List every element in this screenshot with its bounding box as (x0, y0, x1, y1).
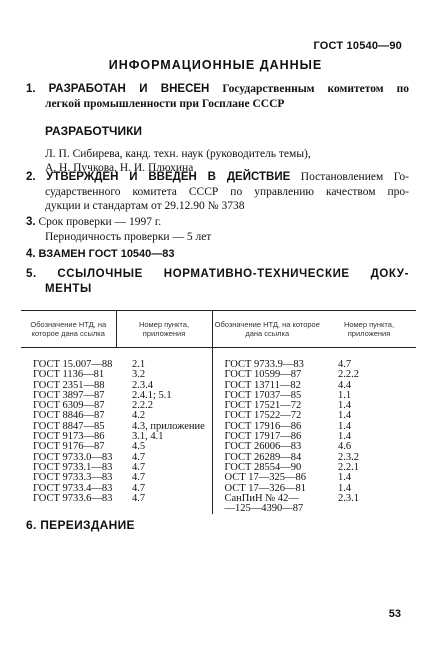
clause-number: 4.7 (132, 472, 146, 484)
clause-number: 3.1, 4.1 (132, 431, 164, 443)
ntd-designation: ГОСТ 9733.0—83 (33, 451, 113, 463)
left-item-list (116, 348, 212, 515)
clause-number: 1.4 (338, 431, 352, 443)
developers-line1: Л. П. Сибирева, канд. техн. наук (руководитель темы), (45, 147, 311, 160)
clause-number: 4.6 (338, 441, 352, 453)
ntd-designation: ГОСТ 9733.1—83 (33, 461, 113, 473)
ntd-designation: ГОСТ 17917—86 (224, 431, 302, 443)
clause-number: 2.2.2 (338, 369, 359, 381)
clause-number: 2.3.4 (132, 379, 153, 391)
ntd-designation: ГОСТ 26289—84 (224, 451, 302, 463)
ntd-designation: ОСТ 17—325—86 (224, 472, 307, 484)
section-2-text-line3: дукции и стандартам от 29.12.90 № 3738 (45, 200, 245, 212)
developers-heading: РАЗРАБОТЧИКИ (45, 124, 143, 138)
clause-number: 1.4 (338, 400, 352, 412)
ntd-designation: ГОСТ 17037—85 (224, 389, 302, 401)
ntd-designation: —125—4390—87 (224, 503, 304, 515)
ntd-designation: ГОСТ 1136—81 (33, 369, 105, 381)
section-2-heading: УТВЕРЖДЕН И ВВЕДЕН В ДЕЙСТВИЕ (46, 171, 291, 183)
clause-number: 1.4 (338, 420, 352, 432)
ntd-designation: ГОСТ 17521—72 (224, 400, 302, 412)
clause-number (338, 504, 416, 514)
clause-number: 4.7 (338, 359, 352, 370)
ntd-designation: ГОСТ 9176—87 (33, 441, 105, 453)
section-2-number: 2. (26, 171, 36, 183)
section-5-number: 5. (26, 268, 37, 280)
section-1-text-line2: легкой промышленности при Госплане СССР (45, 97, 285, 110)
ntd-designation: ГОСТ 9173—86 (33, 431, 105, 443)
clause-number: 4.7 (132, 482, 146, 494)
ntd-designation: ГОСТ 17916—86 (224, 420, 302, 432)
ntd-designation: ГОСТ 17522—72 (224, 410, 302, 422)
clause-number: 2.2.1 (338, 461, 359, 473)
references-table (21, 310, 416, 514)
header-item-left: Номер пункта, приложения (116, 311, 212, 348)
left-doc-list (21, 348, 116, 515)
section-1-heading: РАЗРАБОТАН И ВНЕСЕН (48, 83, 210, 95)
section-3-line2: Периодичность проверки — 5 лет (45, 230, 212, 243)
header-item-right: Номер пункта, приложения (322, 311, 416, 348)
table-header-row (21, 311, 416, 348)
section-3-number: 3. (26, 216, 36, 228)
ntd-designation: ГОСТ 10599—87 (224, 369, 302, 381)
section-3 (26, 215, 409, 244)
section-6-heading: 6. ПЕРЕИЗДАНИЕ (26, 518, 135, 532)
clause-number: 4.2 (132, 410, 146, 422)
section-4-number: 4. (26, 248, 36, 260)
clause-number: 2.3.1 (338, 492, 359, 504)
document-code: ГОСТ 10540—90 (313, 40, 402, 52)
clause-number: 4.7 (132, 451, 146, 463)
ntd-designation: ГОСТ 9733.9—83 (224, 359, 304, 370)
right-item-list (322, 348, 416, 515)
clause-number: 4.3, приложение (132, 420, 205, 432)
ntd-designation: ГОСТ 3897—87 (33, 389, 105, 401)
clause-number: 4.4 (338, 379, 352, 391)
ntd-designation: ГОСТ 2351—88 (33, 379, 105, 391)
table-row (21, 348, 416, 515)
ntd-designation: ГОСТ 8847—85 (33, 420, 105, 432)
page-title: ИНФОРМАЦИОННЫЕ ДАННЫЕ (108, 58, 323, 72)
clause-number: 1.4 (338, 482, 352, 494)
clause-number: 4.7 (132, 461, 146, 473)
section-3-line1: Срок проверки — 1997 г. (38, 216, 162, 228)
right-doc-list (212, 348, 322, 515)
clause-number: 1.4 (338, 472, 352, 484)
clause-number: 4.7 (132, 492, 146, 504)
section-1-number: 1. (26, 83, 36, 95)
clause-number: 1.1 (338, 389, 352, 401)
section-4 (26, 247, 409, 262)
ntd-designation: ГОСТ 8846—87 (33, 410, 105, 422)
ntd-designation: ГОСТ 26006—83 (224, 441, 302, 453)
section-1 (26, 82, 409, 176)
header-doc-right: Обозначение НТД, на которое дана ссылка (212, 311, 322, 348)
ntd-designation: ГОСТ 6309—87 (33, 400, 105, 412)
section-5-heading-line1: ССЫЛОЧНЫЕ НОРМАТИВНО-ТЕХНИЧЕСКИЕ ДОКУ- (57, 268, 409, 280)
ntd-designation: ОСТ 17—326—81 (224, 482, 307, 494)
section-4-heading: ВЗАМЕН ГОСТ 10540—83 (38, 248, 175, 260)
ntd-designation: ГОСТ 13711—82 (224, 379, 301, 391)
clause-number: 4.5 (132, 441, 146, 453)
ntd-designation: ГОСТ 9733.3—83 (33, 472, 113, 484)
ntd-designation: ГОСТ 9733.4—83 (33, 482, 113, 494)
clause-number: 1.4 (338, 410, 352, 422)
section-5 (26, 267, 409, 297)
clause-number: 2.1 (132, 359, 146, 370)
ntd-designation: ГОСТ 15.007—88 (33, 359, 113, 370)
clause-number: 2.4.1; 5.1 (132, 389, 172, 401)
section-2-text-line1: Постановлением Го- (290, 171, 409, 183)
section-1-text-line1: Государственным комитетом по (209, 83, 409, 95)
clause-number: 2.3.2 (338, 451, 359, 463)
page-number: 53 (388, 608, 401, 620)
header-doc-left: Обозначение НТД, на которое дана ссылка (21, 311, 116, 348)
developers-line2: А. Н. Пучкова, Н. И. Плюхина (45, 162, 194, 174)
clause-number: 3.2 (132, 369, 146, 381)
ntd-designation: ГОСТ 9733.6—83 (33, 492, 113, 504)
section-2 (26, 170, 409, 214)
section-5-heading-line2: МЕНТЫ (45, 283, 92, 295)
clause-number: 2.2.2 (132, 400, 153, 412)
section-2-text-line2: сударственного комитета СССР по управлению качеством про- (45, 185, 409, 198)
ntd-designation: СанПиН № 42— (224, 492, 299, 504)
ntd-designation: ГОСТ 28554—90 (224, 461, 302, 473)
